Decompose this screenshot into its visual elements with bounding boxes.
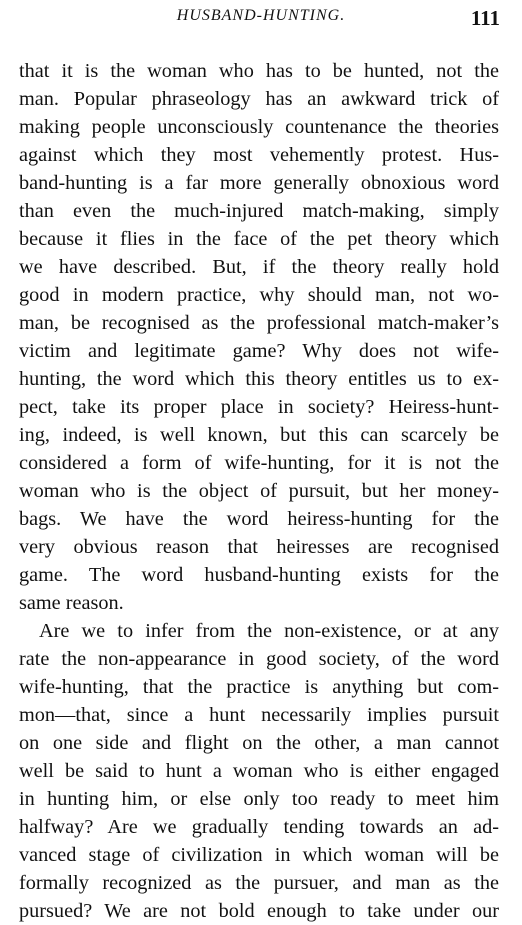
text-line: rate the non-appearance in good society, of the word	[19, 648, 499, 670]
text-line: because it flies in the face of the pet theory which	[19, 228, 499, 250]
text-line: man. Popular phraseology has an awkward trick of	[19, 88, 499, 110]
text-line: we have described. But, if the theory really hold	[19, 256, 499, 278]
text-line: vanced stage of civilization in which woman will be	[19, 844, 499, 866]
text-line: mon—that, since a hunt necessarily implies pursuit	[19, 704, 499, 726]
text-line: pect, take its proper place in society? Heiress-hunt-	[19, 396, 499, 418]
text-line: well be said to hunt a woman who is either engaged	[19, 760, 499, 782]
text-line: in hunting him, or else only too ready to meet him	[19, 788, 499, 810]
text-line: that it is the woman who has to be hunted, not the	[19, 60, 499, 82]
text-line: victim and legitimate game? Why does not wife-	[19, 340, 499, 362]
running-title: HUSBAND-HUNTING.	[176, 7, 346, 24]
text-line: ing, indeed, is well known, but this can scarcely be	[19, 424, 499, 446]
text-line: good in modern practice, why should man, not wo-	[19, 284, 499, 306]
text-line: wife-hunting, that the practice is anything but com-	[19, 676, 499, 698]
text-line: bags. We have the word heiress-hunting for the	[19, 508, 499, 530]
text-line: than even the much-injured match-making, simply	[19, 200, 499, 222]
text-line: very obvious reason that heiresses are recognised	[19, 536, 499, 558]
text-line: formally recognized as the pursuer, and man as the	[19, 872, 499, 894]
text-line: making people unconsciously countenance the theories	[19, 116, 499, 138]
page-number: 111	[470, 6, 500, 30]
paragraph	[19, 57, 499, 617]
text-line: Are we to infer from the non-existence, or at any	[39, 620, 499, 642]
text-line: woman who is the object of pursuit, but her money-	[19, 480, 499, 502]
text-line: hunting, the word which this theory entitles us to ex-	[19, 368, 499, 390]
text-line: game. The word husband-hunting exists for the	[19, 564, 499, 586]
text-line: on one side and flight on the other, a man cannot	[19, 732, 499, 754]
text-line: same reason.	[19, 592, 124, 614]
text-line: pursued? We are not bold enough to take under our	[19, 900, 499, 922]
text-line: halfway? Are we gradually tending towards an ad-	[19, 816, 499, 838]
text-line: considered a form of wife-hunting, for it is not the	[19, 452, 499, 474]
paragraph	[19, 617, 499, 925]
text-line: man, be recognised as the professional match-maker’s	[19, 312, 499, 334]
text-line: band-hunting is a far more generally obnoxious word	[19, 172, 499, 194]
text-line: against which they most vehemently protest. Hus-	[19, 144, 499, 166]
body-text	[19, 57, 499, 925]
